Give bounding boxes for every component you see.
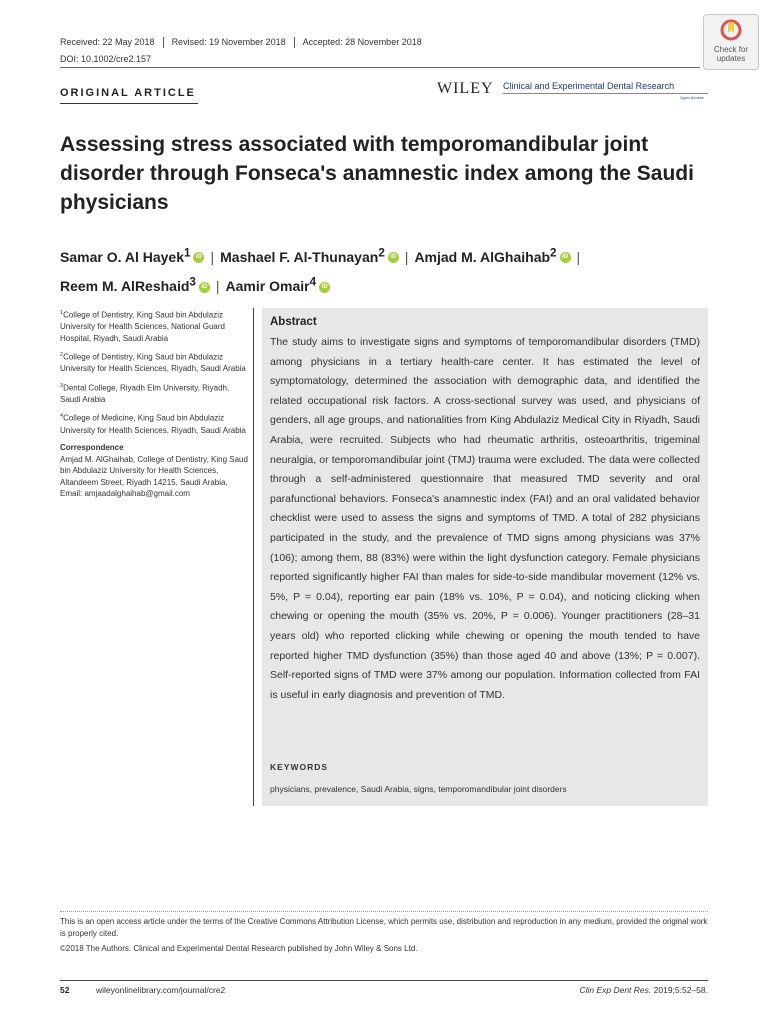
orcid-icon[interactable]: iD (199, 282, 210, 293)
correspondence-email[interactable]: Email: amjaadalghaihab@gmail.com (60, 489, 190, 499)
revised-date: Revised: 19 November 2018 (163, 37, 294, 48)
orcid-icon[interactable]: iD (388, 252, 399, 263)
author-separator: | (215, 278, 220, 295)
orcid-icon[interactable]: iD (193, 252, 204, 263)
author-separator: | (210, 248, 215, 265)
footer-divider (60, 980, 708, 981)
author[interactable]: Mashael F. Al-Thunayan$^2$ (220, 246, 385, 265)
crossmark-icon (720, 19, 742, 41)
article-title: Assessing stress associated with temporomandibular joint disorder through Fonseca's anamnestic index among the Saudi physicians (60, 133, 694, 214)
badge-line-1: Check for (713, 45, 749, 54)
article-dates (60, 37, 430, 48)
orcid-icon[interactable]: iD (319, 282, 330, 293)
accepted-date: Accepted: 28 November 2018 (294, 37, 430, 48)
citation-volume: 2019;5:52–58. (653, 985, 708, 995)
affiliation: $^4$College of Medicine, King Saud bin Abdulaziz University for Health Sciences, Riyadh, Saudi Arabia (60, 413, 246, 435)
author[interactable]: Amjad M. AlGhaihab$^2$ (414, 246, 557, 265)
column-divider (253, 308, 254, 806)
orcid-icon[interactable]: iD (560, 252, 571, 263)
journal-underline (503, 93, 708, 94)
license-note: This is an open access article under the terms of the Creative Commons Attribution License, which permits use, distribution and reproduction in any medium, provided the original work is properly cited. (60, 917, 708, 938)
publisher-logo: WILEY (437, 80, 494, 97)
doi[interactable]: DOI: 10.1002/cre2.157 (60, 54, 152, 64)
author-list (60, 240, 720, 299)
author-separator: | (576, 248, 581, 265)
abstract-box (262, 308, 708, 806)
keywords-heading: KEYWORDS (270, 762, 329, 772)
correspondence-text: Amjad M. AlGhaihab, College of Dentistry, King Saud bin Abdulaziz University for Health Sciences, Altandeem Street, Riyadh 14215, Saudi Arabia. (60, 454, 248, 487)
article-type: ORIGINAL ARTICLE (60, 87, 196, 99)
copyright-note: ©2018 The Authors. Clinical and Experimental Dental Research published by John Wiley & Sons Ltd. (60, 944, 418, 953)
journal-url[interactable]: wileyonlinelibrary.com/journal/cre2 (96, 985, 226, 995)
affiliation: $^1$College of Dentistry, King Saud bin Abdulaziz University for Health Sciences, National Guard Hospital, Riyadh, Saudi Arabia (60, 310, 225, 343)
author[interactable]: Samar O. Al Hayek$^1$ (60, 246, 191, 265)
badge-line-2: updates (716, 54, 746, 63)
article-type-underline (60, 103, 198, 104)
affiliation: $^2$College of Dentistry, King Saud bin Abdulaziz University for Health Sciences, Riyadh, Saudi Arabia (60, 352, 246, 374)
author-separator: | (404, 248, 409, 265)
journal-name: Clinical and Experimental Dental Research (503, 81, 675, 91)
keywords: physicians, prevalence, Saudi Arabia, signs, temporomandibular joint disorders (270, 784, 567, 794)
affiliation: $^3$Dental College, Riyadh Elm University, Riyadh, Saudi Arabia (60, 382, 230, 404)
footnote-divider (60, 911, 708, 912)
check-for-updates-badge[interactable] (703, 14, 759, 70)
affiliations (60, 308, 248, 500)
citation-journal: Clin Exp Dent Res. (579, 985, 652, 995)
abstract-body: The study aims to investigate signs and symptoms of temporomandibular disorders (TMD) among physicians in a tertiary health-care center. It has estimated the level of symptomatology, determined the association with demographic data, and identified the related occupational risk factors. A cross-sectional survey was used, and physicians of genders, all age groups, and nationalities from King Abdulaziz Medical City in Riyadh, Saudi Arabia, were recruited. Subjects who had rheumatic arthritis, osteoarthritis, trigeminal neuralgia, or temporomandibular joint (TMJ) trauma were excluded. The data were collected through a self-administered questionnaire that measured TMD severity and oral parafunctional behaviors. Fonseca's anamnestic index (FAI) and an oral validated behavior checklist were used to assess the signs and symptoms of TMD. A total of 282 physicians participated in the study, and the prevalence of TMD signs among physicians was 37% (106); among them, 88 (83%) were within the light dysfunction category. Female physicians reported significantly higher FAI than males for side-to-side mandibular movement (12% vs. 5%, P = 0.04), reporting ear pain (18% vs. 10%, P = 0.04), and noticing clicking when chewing or opening the mouth (35% vs. 20%, P = 0.006). Younger practitioners (28–31 years old) who reported clicking while chewing or opening the mouth tended to have reported higher TMD dysfunction (35%) than those aged 40 and above (13%; P = 0.007). Self-reported signs of TMD were 37% among our population. Information collected from FAI is useful in early diagnosis and prevention of TMD. (270, 336, 700, 701)
page-number: 52 (60, 985, 70, 995)
received-date: Received: 22 May 2018 (60, 37, 155, 47)
abstract-heading: Abstract (270, 316, 317, 328)
author[interactable]: Aamir Omair$^4$ (225, 275, 317, 295)
correspondence-heading: Correspondence (60, 443, 124, 453)
open-access-label: Open Access (680, 95, 704, 100)
citation (579, 985, 708, 995)
author[interactable]: Reem M. AlReshaid$^3$ (60, 275, 196, 295)
header-divider (60, 67, 700, 68)
